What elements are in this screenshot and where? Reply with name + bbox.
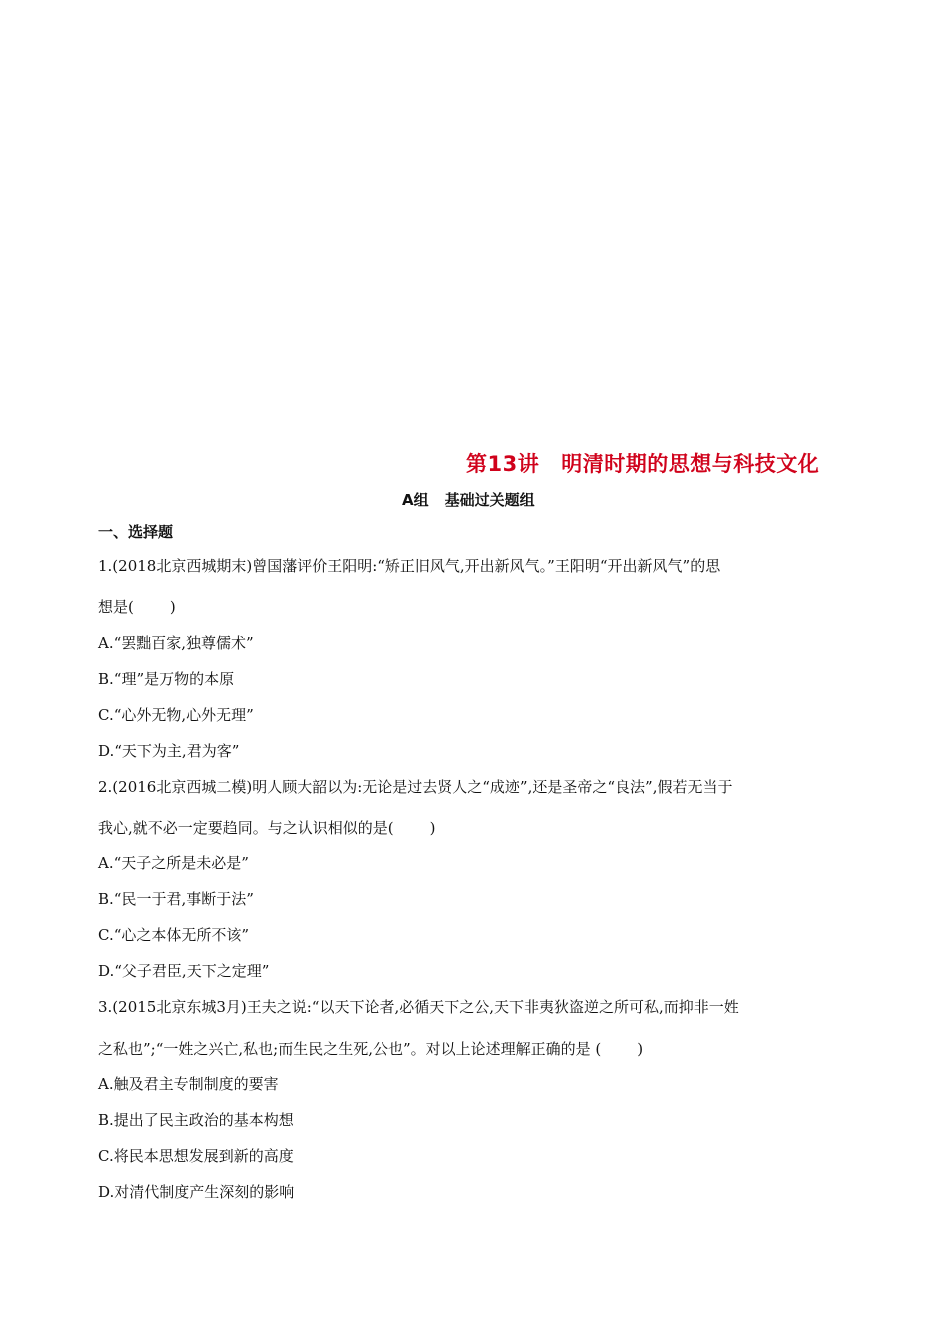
question-2-stem-line1: 2.(2016北京西城二模)明人顾大韶以为:无论是过去贤人之“成迹”,还是圣帝之“良法”,假若无当于 [98,778,733,796]
question-3-stem-line1: 3.(2015北京东城3月)王夫之说:“以天下论者,必循天下之公,天下非夷狄盗逆之所可私,而抑非一姓 [98,998,739,1016]
question-3-option-c: C.将民本思想发展到新的高度 [98,1147,294,1165]
question-2-option-a: A.“天子之所是未必是” [98,854,249,872]
section-heading: 一、选择题 [98,523,174,541]
question-1-option-b: B.“理”是万物的本原 [98,670,235,688]
question-2-stem-end: ) [429,819,436,837]
question-2-option-d: D.“父子君臣,天下之定理” [98,962,270,980]
question-3-stem-end: ) [637,1040,644,1058]
question-1-option-a: A.“罢黜百家,独尊儒术” [98,634,254,652]
question-1-stem-end: ) [169,598,176,616]
question-3-option-d: D.对清代制度产生深刻的影响 [98,1183,295,1201]
question-3-option-b: B.提出了民主政治的基本构想 [98,1111,294,1129]
question-3-option-a: A.触及君主专制制度的要害 [98,1075,279,1093]
lesson-title [466,448,819,478]
question-2-option-c: C.“心之本体无所不该” [98,926,250,944]
question-1-option-c: C.“心外无物,心外无理” [98,706,254,724]
question-1-stem-text: 想是( [98,598,134,616]
question-2-stem-line2 [98,818,435,838]
group-heading [402,489,535,510]
question-1-stem-line1: 1.(2018北京西城期末)曾国藩评价王阳明:“矫正旧风气,开出新风气。”王阳明“开出新风气”的思 [98,557,721,575]
question-1-stem-line2 [98,597,176,617]
question-3-stem-line2 [98,1039,643,1059]
question-3-stem-text: 之私也”;“一姓之兴亡,私也;而生民之生死,公也”。对以上论述理解正确的是 ( [98,1040,602,1058]
group-label: A组 [402,491,429,509]
question-1-option-d: D.“天下为主,君为客” [98,742,240,760]
question-2-stem-text: 我心,就不必一定要趋同。与之认识相似的是( [98,819,394,837]
lesson-number: 第13讲 [466,452,540,476]
question-2-option-b: B.“民一于君,事断于法” [98,890,254,908]
lesson-topic: 明清时期的思想与科技文化 [561,452,820,476]
group-name: 基础过关题组 [444,491,535,509]
